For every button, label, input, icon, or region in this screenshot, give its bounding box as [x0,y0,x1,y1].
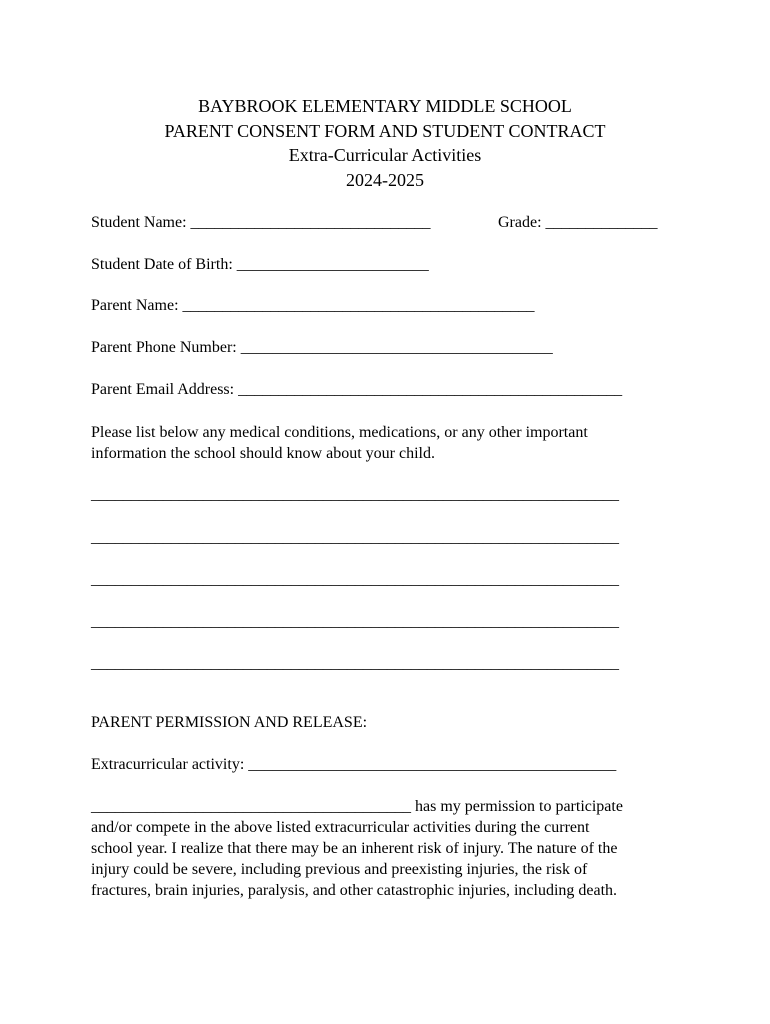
permission-line: and/or compete in the above listed extracurricular activities during the current [91,819,590,836]
permission-paragraph [91,796,691,901]
medical-blank-line: __________________________________________________________________ [91,486,619,503]
parent-phone-field: Parent Phone Number: _______________________________________ [91,339,553,356]
medical-instruction-line: Please list below any medical conditions, medications, or any other important [91,424,588,441]
medical-blank-line: __________________________________________________________________ [91,655,619,672]
permission-heading: PARENT PERMISSION AND RELEASE: [91,714,368,731]
medical-blank-line: __________________________________________________________________ [91,571,619,588]
medical-blank-line: __________________________________________________________________ [91,529,619,546]
medical-instructions [91,422,691,464]
extracurricular-activity-field: Extracurricular activity: ______________________________________________ [91,756,617,773]
school-year: 2024-2025 [346,169,424,190]
parent-name-field: Parent Name: ____________________________________________ [91,297,535,314]
medical-instruction-line: information the school should know about your child. [91,445,435,462]
form-header [0,94,770,192]
medical-blank-line: __________________________________________________________________ [91,613,619,630]
permission-line: injury could be severe, including previous and preexisting injuries, the risk of [91,861,588,878]
form-title: PARENT CONSENT FORM AND STUDENT CONTRACT [164,120,606,141]
form-subtitle: Extra-Curricular Activities [288,145,482,165]
permission-line: fractures, brain injuries, paralysis, and other catastrophic injuries, including death. [91,882,618,899]
student-dob-field: Student Date of Birth: ________________________ [91,256,429,273]
permission-line: school year. I realize that there may be an inherent risk of injury. The nature of the [91,840,618,857]
student-name-field: Student Name: ______________________________ [91,214,431,231]
parent-email-field: Parent Email Address: ________________________________________________ [91,381,623,398]
permission-line: ________________________________________ has my permission to participate [91,798,623,815]
grade-field: Grade: ______________ [498,214,658,231]
school-name: BAYBROOK ELEMENTARY MIDDLE SCHOOL [198,96,572,116]
